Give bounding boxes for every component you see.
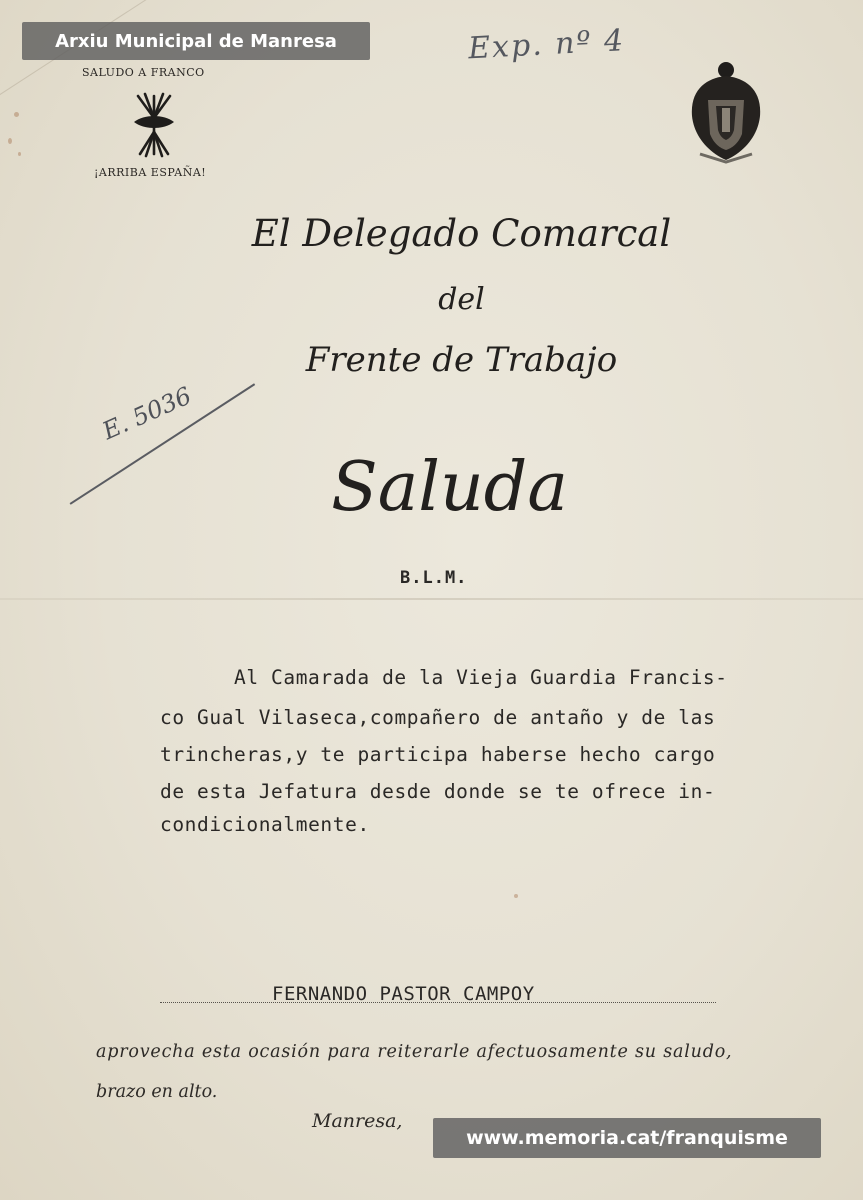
eagle-coat-of-arms-icon <box>686 56 766 164</box>
archive-watermark: Arxiu Municipal de Manresa <box>22 22 370 60</box>
signatory-name: FERNANDO PASTOR CAMPOY <box>272 983 535 1005</box>
letterhead-bottom-motto: ¡ARRIBA ESPAÑA! <box>94 166 207 179</box>
rust-stain <box>18 152 21 156</box>
body-line: de esta Jefatura desde donde se te ofrece in- <box>160 780 716 803</box>
closing-line: brazo en alto. <box>96 1082 218 1102</box>
handwritten-registry-number: E. 5036 <box>98 381 196 446</box>
heading-delegado: El Delegado Comarcal <box>251 212 672 255</box>
closing-line: aprovecha esta ocasión para reiterarle afectuosamente su saludo, <box>96 1042 733 1062</box>
body-line: condicionalmente. <box>160 813 370 836</box>
rust-stain <box>14 112 19 117</box>
yoke-and-arrows-icon <box>126 88 182 160</box>
fold-crease-horizontal <box>0 598 863 600</box>
handwritten-file-number: Exp. nº 4 <box>467 23 627 67</box>
body-line: co Gual Vilaseca,compañero de antaño y de las <box>160 706 716 729</box>
rust-stain <box>8 138 12 144</box>
rust-stain <box>514 894 518 898</box>
letterhead-top-motto: SALUDO A FRANCO <box>82 66 205 79</box>
closing-place: Manresa, <box>312 1110 403 1132</box>
body-line: trincheras,y te participa haberse hecho cargo <box>160 743 716 766</box>
heading-abbreviation: B.L.M. <box>400 568 468 588</box>
heading-del: del <box>438 282 485 317</box>
heading-frente-de-trabajo: Frente de Trabajo <box>305 340 618 380</box>
body-line: Al Camarada de la Vieja Guardia Francis- <box>234 666 728 689</box>
heading-saluda: Saluda <box>331 448 568 527</box>
signature-dotted-line <box>160 1002 716 1003</box>
website-watermark: www.memoria.cat/franquisme <box>433 1118 821 1158</box>
